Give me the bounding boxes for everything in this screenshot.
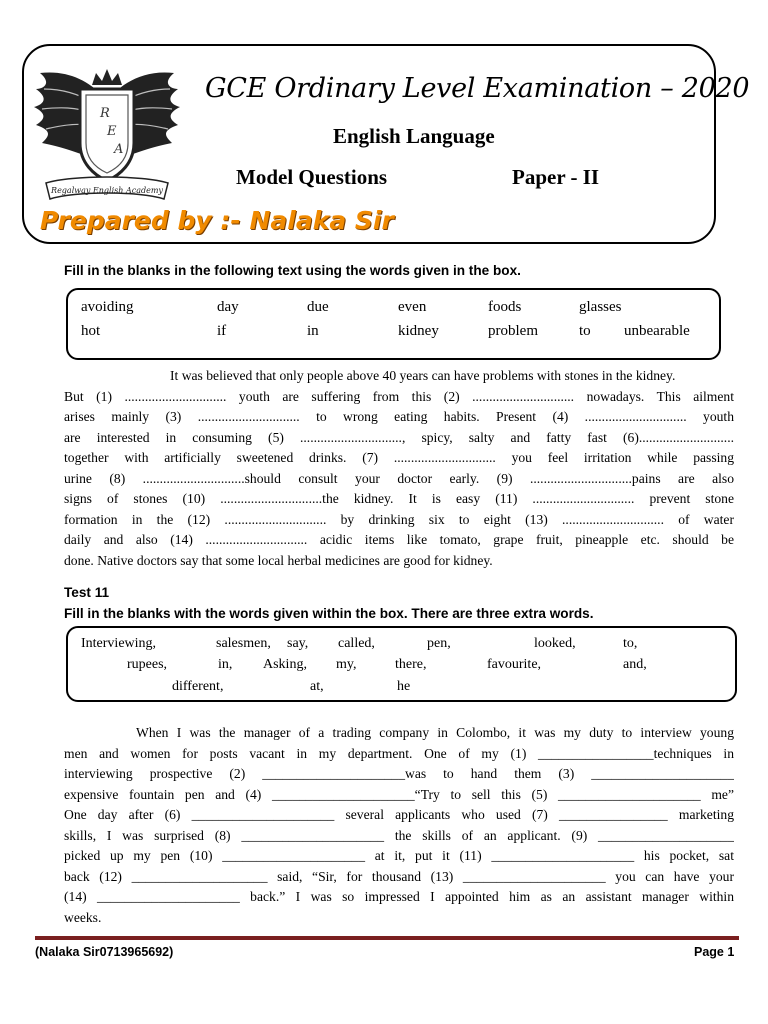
word-box-item: if bbox=[217, 323, 227, 339]
passage-line: interviewing prospective (2) _____________________was to hand them (3) _____________________ bbox=[64, 766, 734, 781]
word-box-item: Interviewing, bbox=[81, 636, 157, 651]
section2-word-box bbox=[66, 626, 737, 702]
passage-line: expensive fountain pen and (4) _____________________“Try to sell this (5) _____________________ me” bbox=[64, 786, 734, 802]
model-questions-label: Model Questions bbox=[236, 165, 388, 189]
word-box-item: glasses bbox=[579, 299, 622, 315]
word-box-item: in bbox=[307, 323, 319, 339]
winged-shield-crest-logo bbox=[32, 55, 182, 210]
passage-line: urine (8) ..............................should consult your doctor early. (9) ..............................pains are also bbox=[64, 470, 734, 486]
word-box-item: even bbox=[398, 299, 427, 315]
passage-line: (14) _____________________ back.” I was so impressed I appointed him as an assistant manager within bbox=[64, 889, 734, 904]
word-box-item: favourite, bbox=[487, 657, 542, 672]
svg-text:A: A bbox=[114, 142, 124, 157]
prepared-by-label: Prepared by :- Nalaka Sir bbox=[40, 206, 394, 235]
section1-instruction: Fill in the blanks in the following text using the words given in the box. bbox=[64, 263, 521, 278]
passage-line: men and women for posts vacant in my department. One of my (1) _________________techniques in bbox=[64, 745, 734, 761]
word-box-item: foods bbox=[488, 299, 522, 315]
word-box-item: say, bbox=[287, 636, 309, 651]
passage-line: back (12) ____________________ said, “Sir, for thousand (13) _____________________ you can have your bbox=[64, 868, 734, 884]
passage-line: It was believed that only people above 40 years can have problems with stones in the kidney. bbox=[170, 368, 676, 383]
subject-title: English Language bbox=[333, 124, 495, 148]
passage-line: weeks. bbox=[64, 909, 102, 925]
section2-instruction: Fill in the blanks with the words given within the box. There are three extra words. bbox=[64, 606, 594, 621]
word-box-item: called, bbox=[338, 636, 375, 651]
passage-line: picked up my pen (10) _____________________ at it, put it (11) _____________________ his pocket, sat bbox=[64, 848, 734, 863]
svg-text:Regalway English Academy: Regalway English Academy bbox=[51, 186, 163, 195]
passage-line: formation in the (12) .............................. by drinking six to eight (13) .............................. of water bbox=[64, 511, 734, 527]
exam-title: GCE Ordinary Level Examination – 2020 bbox=[205, 73, 750, 104]
word-box-item: there, bbox=[395, 657, 427, 672]
passage-line: One day after (6) _____________________ several applicants who used (7) ________________ marketing bbox=[64, 807, 734, 822]
svg-text:E: E bbox=[107, 124, 117, 139]
word-box-item: due bbox=[307, 299, 329, 315]
test-label: Test 11 bbox=[64, 585, 110, 600]
svg-text:R: R bbox=[100, 106, 110, 121]
word-box-item: problem bbox=[488, 323, 538, 339]
paper-label: Paper - II bbox=[512, 165, 600, 189]
passage-line: daily and also (14) .............................. acidic items like tomato, grape fruit, pineapple etc. should be bbox=[64, 532, 734, 547]
word-box-item: day bbox=[217, 299, 239, 315]
passage-line: signs of stones (10) ..............................the kidney. It is easy (11) .............................. prevent stone bbox=[64, 491, 734, 506]
word-box-item: different, bbox=[172, 679, 224, 694]
word-box-item: avoiding bbox=[81, 299, 134, 315]
word-box-item: he bbox=[397, 679, 411, 694]
word-box-item: hot bbox=[81, 323, 101, 339]
word-box-item: Asking, bbox=[263, 657, 307, 672]
word-box-item: in, bbox=[218, 657, 233, 672]
footer-rule bbox=[35, 936, 739, 940]
word-box-item: at, bbox=[310, 679, 324, 694]
passage-line: skills, I was surprised (8) _____________________ the skills of an applicant. (9) ____________________ bbox=[64, 827, 734, 843]
passage-line: But (1) .............................. youth are suffering from this (2) .............................. nowadays. This ailment bbox=[64, 388, 734, 404]
page-number: Page 1 bbox=[694, 945, 735, 959]
passage-line: When I was the manager of a trading company in Colombo, it was my duty to interview young bbox=[136, 725, 734, 740]
word-box-item: and, bbox=[623, 657, 647, 672]
word-box-item: salesmen, bbox=[216, 636, 271, 651]
section2-passage bbox=[64, 723, 734, 928]
section1-passage bbox=[64, 366, 734, 571]
passage-line: are interested in consuming (5) .............................., spicy, salty and fatty fast (6)............................ bbox=[64, 429, 734, 445]
passage-line: arises mainly (3) .............................. to wrong eating habits. Present (4) .............................. youth bbox=[64, 409, 734, 424]
word-box-item: to bbox=[579, 323, 591, 339]
word-box-item: kidney bbox=[398, 323, 439, 339]
word-box-item: to, bbox=[623, 636, 638, 651]
word-box-item: my, bbox=[336, 657, 357, 672]
passage-line: done. Native doctors say that some local herbal medicines are good for kidney. bbox=[64, 552, 493, 568]
word-box-item: pen, bbox=[427, 636, 451, 651]
section1-word-box bbox=[66, 288, 721, 360]
word-box-item: looked, bbox=[534, 636, 576, 651]
word-box-item: unbearable bbox=[624, 323, 690, 339]
word-box-item: rupees, bbox=[127, 657, 168, 672]
passage-line: together with artificially sweetened drinks. (7) .............................. you feel irritation while passing bbox=[64, 450, 734, 465]
footer-contact: (Nalaka Sir0713965692) bbox=[35, 945, 174, 959]
